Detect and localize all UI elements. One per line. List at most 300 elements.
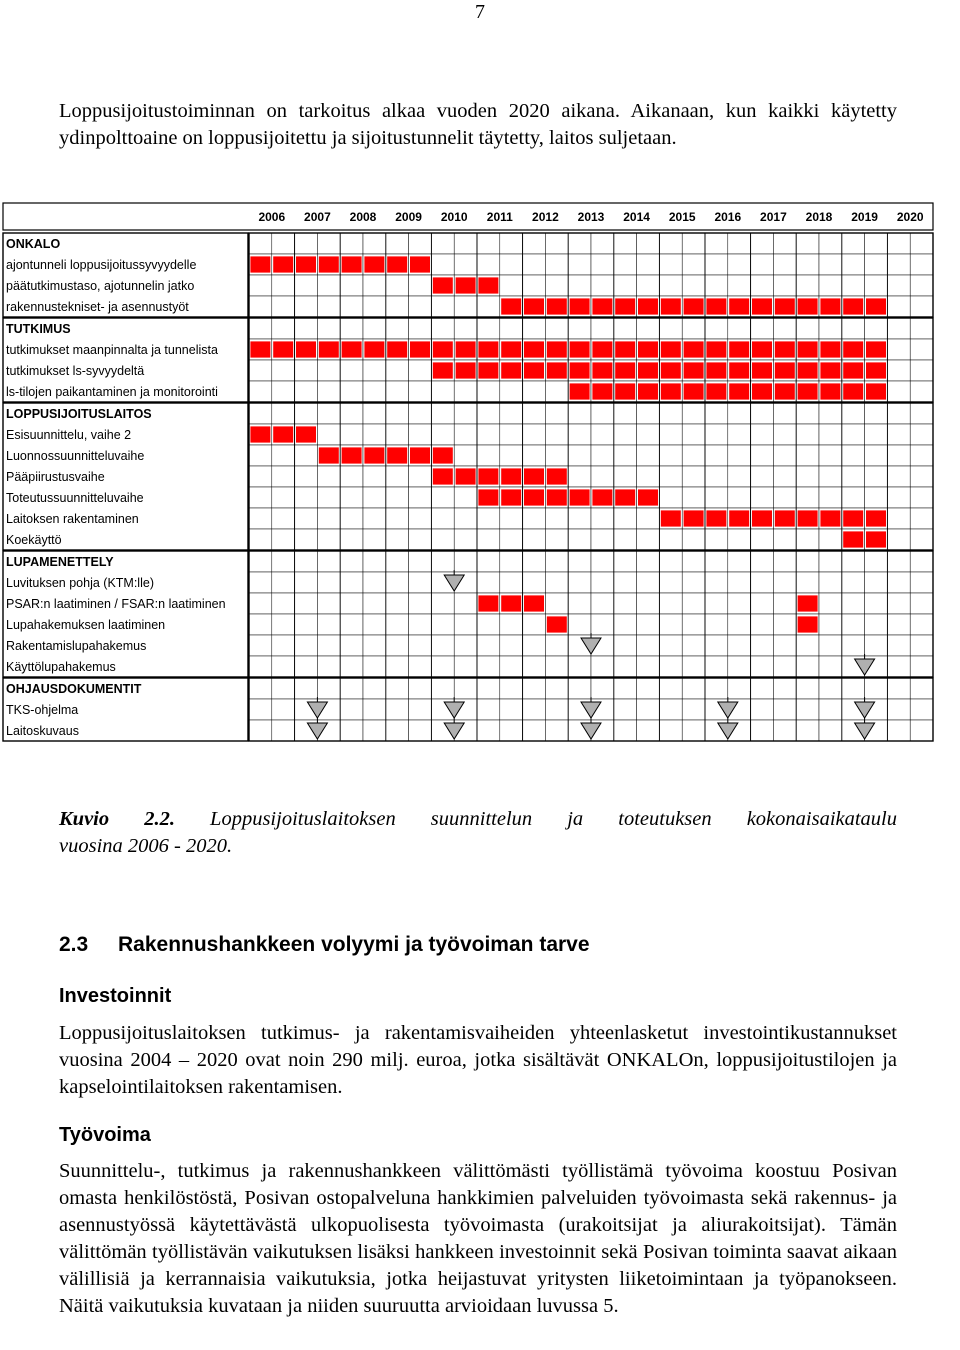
gantt-bar-cell [683, 298, 704, 315]
grid-cell [614, 656, 637, 677]
grid-cell [386, 403, 409, 424]
grid-cell [773, 593, 796, 614]
grid-cell [386, 508, 409, 529]
grid-cell [317, 635, 340, 656]
gantt-bar-cell [592, 362, 613, 379]
grid-cell [363, 678, 386, 699]
gantt-bar-cell [797, 383, 818, 400]
grid-cell [705, 572, 728, 593]
grid-cell [773, 551, 796, 572]
grid-cell [773, 678, 796, 699]
grid-cell [295, 572, 318, 593]
gantt-bar-cell [866, 362, 887, 379]
grid-cell [545, 551, 568, 572]
grid-cell [317, 360, 340, 381]
row-label: Koekäyttö [6, 533, 62, 547]
grid-cell [682, 233, 705, 254]
grid-cell [751, 233, 774, 254]
grid-cell [796, 233, 819, 254]
grid-cell [751, 487, 774, 508]
grid-cell [317, 656, 340, 677]
grid-cell [363, 551, 386, 572]
grid-cell [386, 678, 409, 699]
grid-cell [659, 551, 682, 572]
grid-cell [340, 529, 363, 550]
grid-cell [865, 254, 888, 275]
gantt-bar-cell [364, 447, 385, 464]
gantt-bar-cell [569, 383, 590, 400]
grid-cell [409, 424, 432, 445]
grid-cell [409, 360, 432, 381]
grid-cell [454, 529, 477, 550]
grid-cell [523, 551, 546, 572]
grid-cell [614, 233, 637, 254]
grid-cell [865, 678, 888, 699]
grid-cell [454, 678, 477, 699]
grid-cell [728, 466, 751, 487]
grid-cell [386, 656, 409, 677]
grid-cell [614, 445, 637, 466]
grid-cell [317, 403, 340, 424]
grid-cell [842, 318, 865, 339]
grid-cell [637, 593, 660, 614]
grid-cell [819, 275, 842, 296]
gantt-bar-cell [501, 468, 522, 485]
gantt-bar-cell [432, 362, 453, 379]
subheading-investoinnit: Investoinnit [59, 985, 172, 1007]
grid-cell [842, 593, 865, 614]
grid-cell [887, 508, 910, 529]
gantt-bar-cell [524, 595, 545, 612]
grid-cell [272, 466, 295, 487]
gantt-bar-cell [546, 298, 567, 315]
grid-cell [910, 529, 933, 550]
grid-cell [340, 296, 363, 317]
grid-cell [637, 233, 660, 254]
grid-cell [431, 403, 454, 424]
caption-line1: Loppusijoituslaitoksen suunnittelun ja toteutuksen kokonaisaikataulu [210, 808, 898, 830]
grid-cell [568, 678, 591, 699]
grid-cell [705, 614, 728, 635]
grid-cell [659, 233, 682, 254]
grid-cell [796, 424, 819, 445]
row-label: päätutkimustaso, ajotunnelin jatko [6, 279, 195, 293]
grid-cell [796, 318, 819, 339]
grid-cell [477, 720, 500, 741]
gantt-bar-cell [683, 383, 704, 400]
grid-cell [705, 593, 728, 614]
grid-cell [545, 424, 568, 445]
grid-cell [386, 424, 409, 445]
grid-cell [682, 318, 705, 339]
grid-cell [568, 466, 591, 487]
grid-cell [409, 678, 432, 699]
grid-cell [454, 403, 477, 424]
grid-cell [887, 296, 910, 317]
grid-cell [386, 487, 409, 508]
grid-cell [591, 593, 614, 614]
gantt-bar-cell [455, 277, 476, 294]
grid-cell [659, 403, 682, 424]
grid-cell [500, 508, 523, 529]
gantt-bar-cell [410, 341, 431, 358]
header-frame [3, 203, 933, 230]
grid-cell [773, 699, 796, 720]
gantt-bar-cell [797, 595, 818, 612]
gantt-bar-cell [729, 510, 750, 527]
grid-cell [477, 572, 500, 593]
grid-cell [614, 275, 637, 296]
grid-cell [728, 635, 751, 656]
grid-cell [317, 466, 340, 487]
grid-cell [386, 318, 409, 339]
grid-cell [887, 275, 910, 296]
grid-cell [910, 614, 933, 635]
grid-cell [477, 699, 500, 720]
grid-cell [249, 318, 272, 339]
grid-cell [910, 487, 933, 508]
grid-cell [317, 318, 340, 339]
year-label-2018: 2018 [805, 210, 833, 224]
grid-cell [842, 678, 865, 699]
grid-cell [637, 699, 660, 720]
grid-cell [363, 318, 386, 339]
grid-cell [545, 572, 568, 593]
grid-cell [773, 614, 796, 635]
grid-cell [500, 720, 523, 741]
grid-cell [386, 233, 409, 254]
grid-cell [295, 529, 318, 550]
grid-cell [796, 572, 819, 593]
grid-cell [454, 233, 477, 254]
grid-cell [819, 529, 842, 550]
row-label: Luvituksen pohja (KTM:lle) [6, 576, 154, 590]
grid-cell [317, 551, 340, 572]
grid-cell [568, 254, 591, 275]
gantt-bar-cell [318, 341, 339, 358]
grid-cell [363, 635, 386, 656]
grid-cell [682, 529, 705, 550]
grid-cell [614, 529, 637, 550]
gantt-bar-cell [432, 277, 453, 294]
year-label-2016: 2016 [714, 210, 742, 224]
grid-cell [317, 529, 340, 550]
grid-cell [887, 678, 910, 699]
gantt-bar-cell [752, 298, 773, 315]
grid-cell [272, 275, 295, 296]
grid-cell [431, 233, 454, 254]
grid-cell [842, 424, 865, 445]
grid-cell [819, 233, 842, 254]
gantt-bar-cell [638, 341, 659, 358]
gantt-bar-cell [569, 489, 590, 506]
grid-cell [910, 445, 933, 466]
grid-cell [272, 508, 295, 529]
grid-cell [842, 445, 865, 466]
grid-cell [409, 572, 432, 593]
gantt-bar-cell [569, 341, 590, 358]
gantt-bar-cell [478, 362, 499, 379]
gantt-bar-cell [638, 298, 659, 315]
gantt-bar-cell [455, 341, 476, 358]
grid-cell [545, 318, 568, 339]
grid-cell [659, 445, 682, 466]
grid-cell [819, 445, 842, 466]
gantt-bar-cell [615, 383, 636, 400]
grid-cell [773, 635, 796, 656]
section-label-frame [3, 551, 248, 677]
grid-cell [500, 403, 523, 424]
grid-cell [751, 551, 774, 572]
grid-cell [409, 529, 432, 550]
grid-cell [431, 656, 454, 677]
grid-cell [431, 381, 454, 402]
grid-cell [249, 233, 272, 254]
grid-cell [682, 403, 705, 424]
grid-cell [705, 424, 728, 445]
gantt-chart [0, 195, 960, 755]
grid-cell [249, 614, 272, 635]
grid-cell [523, 614, 546, 635]
grid-cell [363, 508, 386, 529]
grid-cell [887, 529, 910, 550]
grid-cell [386, 360, 409, 381]
row-label: PSAR:n laatiminen / FSAR:n laatiminen [6, 597, 226, 611]
grid-cell [295, 487, 318, 508]
grid-cell [910, 551, 933, 572]
grid-cell [614, 635, 637, 656]
grid-cell [431, 614, 454, 635]
grid-cell [682, 720, 705, 741]
grid-cell [363, 656, 386, 677]
grid-cell [591, 466, 614, 487]
grid-cell [409, 466, 432, 487]
gantt-bar-cell [843, 298, 864, 315]
grid-cell [363, 614, 386, 635]
grid-cell [910, 233, 933, 254]
grid-cell [796, 254, 819, 275]
grid-cell [409, 720, 432, 741]
grid-cell [409, 381, 432, 402]
grid-cell [910, 403, 933, 424]
grid-cell [819, 699, 842, 720]
gantt-bar-cell [774, 298, 795, 315]
grid-cell [386, 529, 409, 550]
gantt-bar-cell [752, 362, 773, 379]
gantt-bar-cell [752, 383, 773, 400]
gantt-bar-cell [341, 341, 362, 358]
grid-cell [751, 720, 774, 741]
gantt-bar-cell [455, 362, 476, 379]
grid-cell [910, 318, 933, 339]
grid-cell [500, 656, 523, 677]
grid-cell [910, 572, 933, 593]
grid-cell [728, 403, 751, 424]
gantt-bar-cell [774, 341, 795, 358]
grid-cell [751, 275, 774, 296]
grid-cell [295, 360, 318, 381]
grid-cell [659, 720, 682, 741]
gantt-bar-cell [638, 489, 659, 506]
grid-cell [545, 445, 568, 466]
gantt-bar-cell [843, 362, 864, 379]
grid-cell [340, 699, 363, 720]
grid-cell [887, 339, 910, 360]
gantt-bar-cell [660, 383, 681, 400]
grid-cell [819, 551, 842, 572]
grid-cell [317, 593, 340, 614]
gantt-bar-cell [638, 383, 659, 400]
grid-cell [751, 254, 774, 275]
grid-cell [477, 656, 500, 677]
grid-cell [910, 593, 933, 614]
grid-cell [454, 381, 477, 402]
grid-cell [249, 593, 272, 614]
grid-cell [409, 551, 432, 572]
year-label-2007: 2007 [304, 210, 331, 224]
grid-cell [751, 318, 774, 339]
grid-cell [249, 678, 272, 699]
grid-cell [431, 318, 454, 339]
grid-cell [477, 445, 500, 466]
grid-cell [431, 635, 454, 656]
year-label-2019: 2019 [851, 210, 878, 224]
grid-cell [682, 699, 705, 720]
grid-cell [317, 233, 340, 254]
grid-cell [249, 656, 272, 677]
gantt-bar-cell [660, 341, 681, 358]
gantt-bar-cell [866, 341, 887, 358]
gantt-bar-cell [478, 341, 499, 358]
grid-cell [910, 360, 933, 381]
section-number: 2.3 [59, 933, 89, 956]
gantt-bar-cell [615, 489, 636, 506]
grid-cell [887, 381, 910, 402]
grid-cell [523, 529, 546, 550]
gantt-bar-cell [592, 383, 613, 400]
gantt-bar-cell [729, 341, 750, 358]
grid-cell [363, 466, 386, 487]
grid-cell [295, 296, 318, 317]
section-heading [59, 933, 590, 957]
grid-cell [773, 233, 796, 254]
grid-cell [910, 720, 933, 741]
grid-cell [796, 635, 819, 656]
gantt-bar-cell [273, 426, 294, 443]
grid-cell [340, 233, 363, 254]
row-label: Laitoskuvaus [6, 724, 79, 738]
gantt-bar-cell [296, 341, 317, 358]
gantt-bar-cell [683, 362, 704, 379]
grid-cell [842, 614, 865, 635]
grid-cell [796, 487, 819, 508]
grid-cell [659, 614, 682, 635]
grid-cell [386, 572, 409, 593]
grid-cell [728, 254, 751, 275]
grid-cell [682, 275, 705, 296]
grid-cell [614, 614, 637, 635]
grid-cell [637, 424, 660, 445]
gantt-bar-cell [478, 277, 499, 294]
tyovoima-paragraph: Suunnittelu-, tutkimus ja rakennushankkeen välittömästi työllistämä työvoima koostuu Posivan omasta henkilöstöstä, Posivan ostopalveluna hankkimien palveluiden työvoimasta sekä rakennus- ja asennustyössä käytettävästä ulkopuolisesta työvoimasta (urakoitsijat ja aliurakoitsijat). Tämän välittömän työllistävän vaikutuksen lisäksi hankkeen investoinnit sekä Posivan toiminta saavat aikaan välillisiä ja kerrannaisia vaikutuksia, jotka heijastuvat yritysten liiketoimintaan ja työpanokseen. Näitä vaikutuksia kuvataan ja niiden suuruutta arvioidaan luvussa 5. [59, 1160, 897, 1317]
gantt-bar-cell [866, 383, 887, 400]
grid-cell [637, 254, 660, 275]
gantt-bar-cell [273, 341, 294, 358]
grid-cell [842, 403, 865, 424]
grid-cell [614, 424, 637, 445]
gantt-bar-cell [296, 426, 317, 443]
gantt-bar-cell [410, 447, 431, 464]
grid-cell [340, 720, 363, 741]
grid-cell [773, 318, 796, 339]
grid-cell [819, 466, 842, 487]
grid-cell [295, 551, 318, 572]
gantt-bar-cell [592, 341, 613, 358]
grid-cell [523, 233, 546, 254]
grid-cell [682, 424, 705, 445]
grid-cell [773, 529, 796, 550]
year-label-2012: 2012 [532, 210, 559, 224]
grid-cell [591, 551, 614, 572]
gantt-bar-cell [660, 362, 681, 379]
grid-cell [637, 720, 660, 741]
year-label-2020: 2020 [896, 210, 924, 224]
grid-cell [728, 487, 751, 508]
grid-cell [796, 720, 819, 741]
grid-cell [545, 656, 568, 677]
grid-cell [591, 318, 614, 339]
grid-cell [272, 360, 295, 381]
grid-cell [865, 403, 888, 424]
grid-cell [682, 614, 705, 635]
grid-cell [431, 296, 454, 317]
grid-cell [431, 678, 454, 699]
grid-cell [431, 424, 454, 445]
grid-cell [910, 678, 933, 699]
grid-cell [705, 403, 728, 424]
grid-cell [500, 572, 523, 593]
grid-cell [887, 487, 910, 508]
gantt-bar-cell [432, 468, 453, 485]
grid-cell [751, 572, 774, 593]
gantt-bar-cell [387, 256, 408, 273]
grid-cell [340, 275, 363, 296]
grid-cell [409, 233, 432, 254]
grid-cell [796, 445, 819, 466]
row-label: Rakentamislupahakemus [6, 639, 147, 653]
grid-cell [842, 635, 865, 656]
gantt-bar-cell [729, 383, 750, 400]
gantt-bar-cell [706, 362, 727, 379]
grid-cell [682, 551, 705, 572]
grid-cell [454, 254, 477, 275]
gantt-bar-cell [524, 298, 545, 315]
subheading-tyovoima: Työvoima [59, 1124, 151, 1146]
grid-cell [249, 720, 272, 741]
gantt-bar-cell [432, 447, 453, 464]
grid-cell [477, 678, 500, 699]
grid-cell [614, 699, 637, 720]
grid-cell [796, 529, 819, 550]
grid-cell [910, 699, 933, 720]
grid-cell [523, 656, 546, 677]
grid-cell [751, 466, 774, 487]
grid-cell [659, 656, 682, 677]
grid-cell [386, 275, 409, 296]
grid-cell [272, 678, 295, 699]
grid-cell [523, 381, 546, 402]
grid-cell [614, 720, 637, 741]
